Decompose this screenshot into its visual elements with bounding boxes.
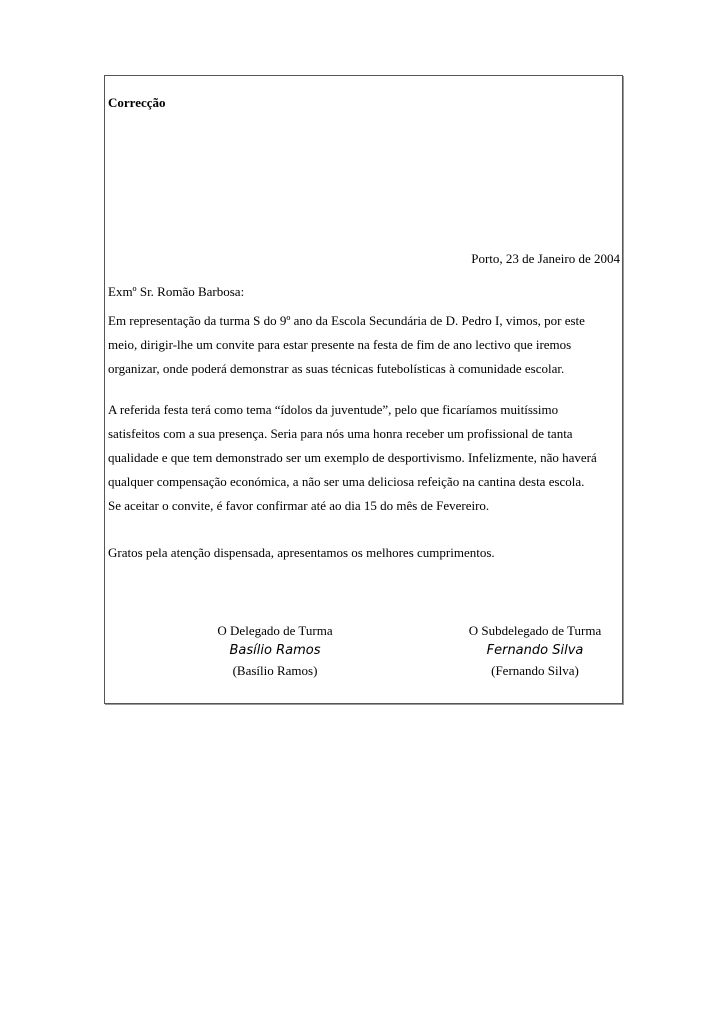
paragraph-line: Gratos pela atenção dispensada, apresentamos os melhores cumprimentos.: [108, 545, 495, 560]
document-heading: Correcção: [108, 95, 166, 110]
paragraph-line: qualidade e que tem demonstrado ser um exemplo de desportivismo. Infelizmente, não haverá: [108, 450, 597, 465]
paragraph-line: Se aceitar o convite, é favor confirmar até ao dia 15 do mês de Fevereiro.: [108, 498, 490, 513]
paragraph-line: qualquer compensação económica, a não ser uma deliciosa refeição na cantina desta escola.: [108, 474, 585, 489]
printed-name: (Fernando Silva): [491, 663, 579, 678]
paragraph-details: [108, 398, 622, 518]
paragraph-line: A referida festa terá como tema “ídolos da juventude”, pelo que ficaríamos muitíssimo: [108, 402, 559, 417]
signature-block-delegate: [200, 621, 350, 681]
printed-name: (Basílio Ramos): [232, 663, 318, 678]
document-frame: [104, 75, 623, 704]
paragraph-line: organizar, onde poderá demonstrar as suas técnicas futebolísticas à comunidade escolar.: [108, 361, 565, 376]
handwritten-signature: Basílio Ramos: [229, 643, 321, 658]
paragraph-line: Em representação da turma S do 9º ano da Escola Secundária de D. Pedro I, vimos, por este: [108, 313, 585, 328]
signature-role: O Delegado de Turma: [217, 623, 333, 638]
signature-block-subdelegate: [460, 621, 610, 681]
signature-role: O Subdelegado de Turma: [468, 623, 602, 638]
paragraph-closing: [108, 541, 622, 565]
handwritten-signature: Fernando Silva: [486, 643, 584, 658]
paragraph-line: meio, dirigir-lhe um convite para estar presente na festa de fim de ano lectivo que iremos: [108, 337, 572, 352]
salutation: Exmº Sr. Romão Barbosa:: [108, 284, 245, 299]
paragraph-invitation: [108, 309, 622, 381]
paragraph-line: satisfeitos com a sua presença. Seria para nós uma honra receber um profissional de tanta: [108, 426, 573, 441]
date-line: Porto, 23 de Janeiro de 2004: [471, 251, 620, 266]
